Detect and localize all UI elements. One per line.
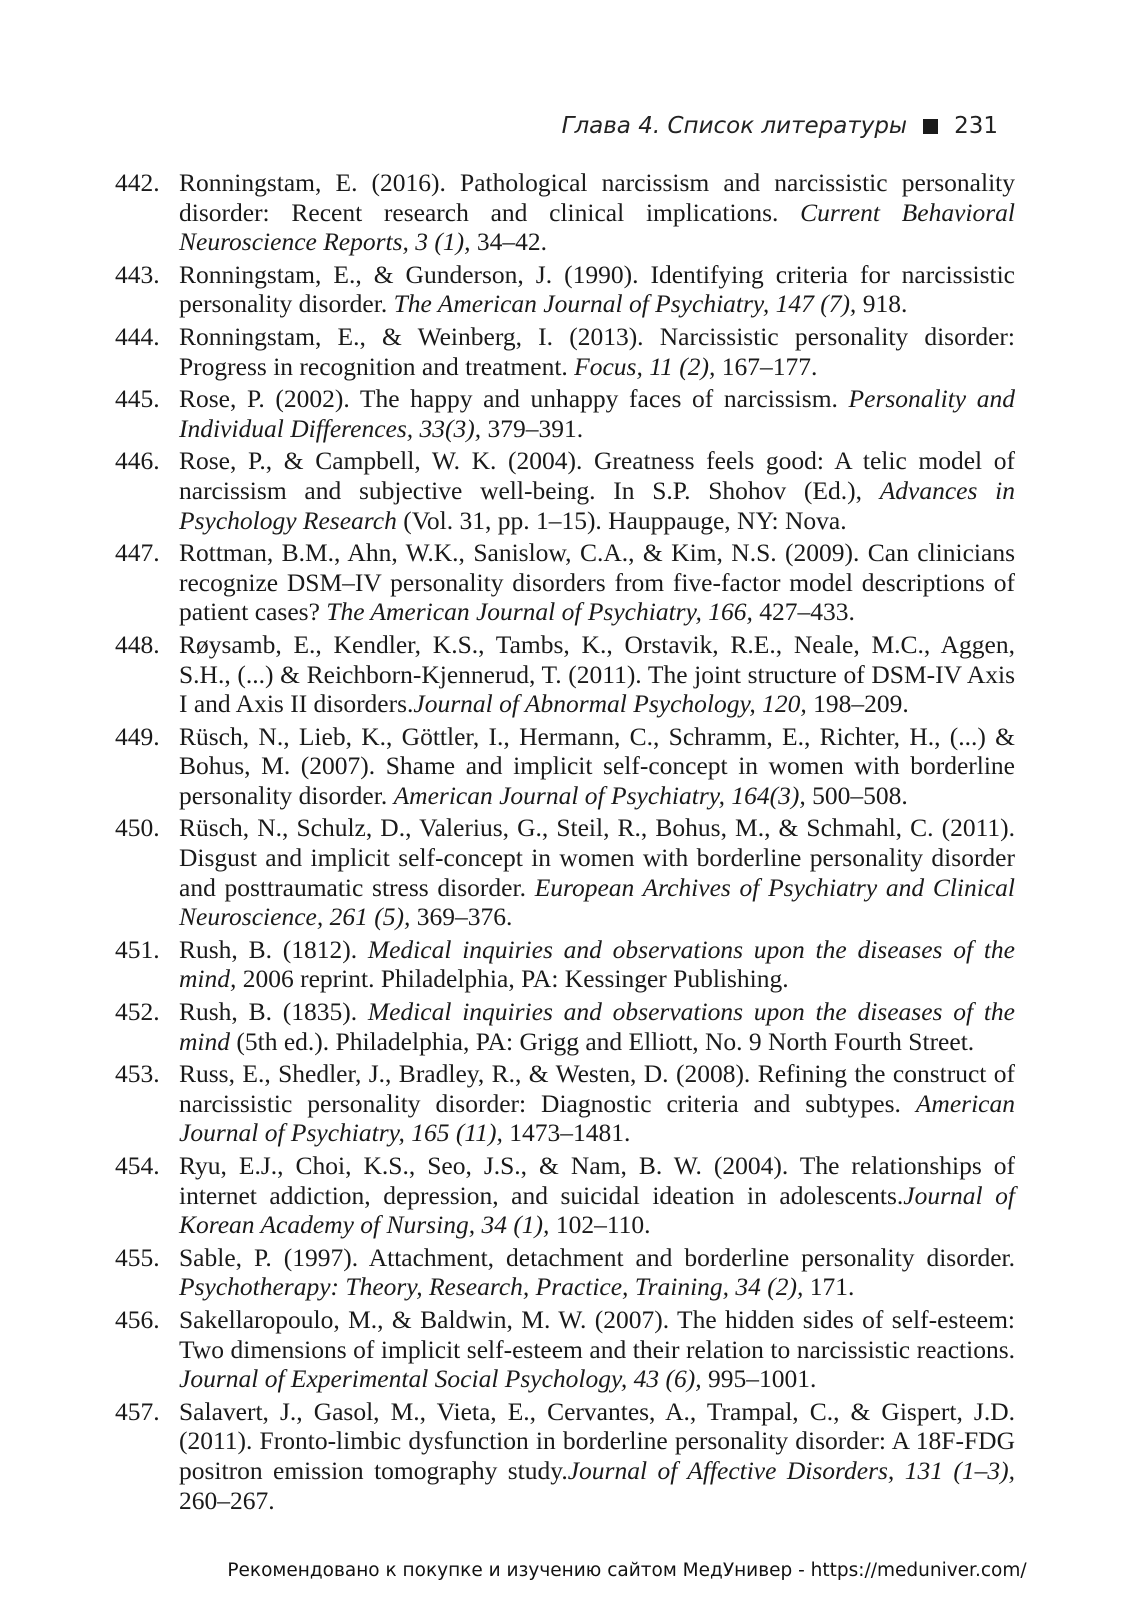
reference-text (179, 1305, 1015, 1394)
reference-text (179, 1397, 1015, 1515)
reference-authors-title: Rüsch, N., Schulz, D., Valerius, G., Steil, R., Bohus, M., & Schmahl, C. (2011). Disgust and implicit self-concept in women with borderline personality disorder and posttraumatic stress disorder. (179, 813, 1015, 902)
reference-authors-title: Salavert, J., Gasol, M., Vieta, E., Cervantes, A., Trampal, C., & Gispert, J.D. (2011). Fronto-limbic dysfunction in borderline personality disorder: A 18F-FDG positron emission tomography study. (179, 1396, 1015, 1485)
reference-authors-title: Rottman, B.M., Ahn, W.K., Sanislow, C.A., & Kim, N.S. (2009). Can clinicians recognize DSM–IV personality disorders from five-factor model descriptions of patient cases? (179, 538, 1015, 627)
reference-number: 451. (115, 934, 160, 964)
reference-authors-title: Rush, B. (1835). (179, 997, 368, 1027)
reference-source: American Journal of Psychiatry, 165 (11), (179, 1088, 1015, 1148)
reference-text (179, 813, 1015, 931)
reference-text (179, 168, 1015, 257)
reference-pages: (Vol. 31, pp. 1–15). Hauppauge, NY: Nova. (396, 505, 847, 535)
reference-authors-title: Russ, E., Shedler, J., Bradley, R., & Westen, D. (2008). Refining the construct of narcissistic personality disorder: Diagnostic criteria and subtypes. (179, 1059, 1015, 1118)
reference-text (179, 446, 1015, 535)
reference-number: 448. (115, 629, 160, 659)
reference-entry (115, 1059, 1015, 1148)
reference-text (179, 997, 1015, 1056)
reference-source: Medical inquiries and observations upon the diseases of the mind (179, 997, 1015, 1056)
running-head (562, 108, 998, 144)
reference-source: Psychotherapy: Theory, Research, Practice, Training, 34 (2), (179, 1272, 804, 1302)
reference-authors-title: Røysamb, E., Kendler, K.S., Tambs, K., Orstavik, R.E., Neale, M.C., Aggen, S.H., (...) & Reichborn-Kjennerud, T. (2011). The joint structure of DSM-IV Axis I and Axis II disorders. (179, 629, 1015, 719)
chapter-title: Глава 4. Список литературы (561, 113, 908, 139)
reference-number: 443. (115, 259, 160, 289)
reference-authors-title: Rüsch, N., Lieb, K., Göttler, I., Hermann, C., Schramm, E., Richter, H., (...) & Bohus, M. (2007). Shame and implicit self-concept in women with borderline personality disorder. (179, 721, 1015, 810)
reference-entry (115, 446, 1015, 535)
reference-authors-title: Ryu, E.J., Choi, K.S., Seo, J.S., & Nam, B. W. (2004). The relationships of internet addiction, depression, and suicidal ideation in adolescents. (179, 1151, 1015, 1210)
page-number: 231 (954, 113, 998, 139)
reference-entry (115, 630, 1015, 719)
reference-text (179, 384, 1015, 443)
reference-source: The American Journal of Psychiatry, 166, (326, 597, 753, 627)
reference-source: Journal of Abnormal Psychology, 120, (413, 689, 807, 719)
reference-authors-title: Ronningstam, E., & Weinberg, I. (2013). Narcissistic personality disorder: Progress in recognition and treatment. (179, 321, 1015, 381)
reference-number: 444. (115, 321, 160, 351)
reference-number: 447. (115, 538, 160, 568)
reference-entry (115, 722, 1015, 811)
reference-entry (115, 813, 1015, 931)
reference-number: 452. (115, 997, 160, 1027)
reference-source: European Archives of Psychiatry and Clinical Neuroscience, 261 (5), (179, 872, 1015, 932)
reference-number: 457. (115, 1396, 160, 1426)
reference-pages: 102–110. (549, 1210, 651, 1240)
reference-number: 446. (115, 446, 160, 476)
reference-pages: 171. (803, 1272, 855, 1302)
reference-entry (115, 935, 1015, 994)
reference-entry (115, 260, 1015, 319)
reference-source: American Journal of Psychiatry, 164(3), (393, 780, 806, 810)
reference-pages: 260–267. (179, 1485, 275, 1515)
reference-entry (115, 322, 1015, 381)
reference-text (179, 322, 1015, 381)
reference-text (179, 1059, 1015, 1148)
reference-entry (115, 384, 1015, 443)
reference-authors-title: Rush, B. (1812). (179, 934, 368, 964)
reference-number: 455. (115, 1242, 160, 1272)
reference-pages: 167–177. (715, 351, 818, 381)
reference-pages: 369–376. (410, 902, 513, 932)
reference-pages: 379–391. (481, 413, 584, 443)
reference-text (179, 538, 1015, 627)
reference-number: 442. (115, 168, 160, 197)
reference-pages: (5th ed.). Philadelphia, PA: Grigg and Elliott, No. 9 North Fourth Street. (230, 1026, 975, 1056)
reference-source: Advances in Psychology Research (179, 475, 1015, 535)
reference-source: Focus, 11 (2), (574, 351, 716, 381)
reference-entry (115, 997, 1015, 1056)
reference-number: 454. (115, 1151, 160, 1180)
reference-pages: 427–433. (752, 597, 855, 627)
reference-pages: 995–1001. (701, 1364, 817, 1394)
reference-source: Journal of Korean Academy of Nursing, 34 (1), (179, 1180, 1015, 1240)
reference-source: Journal of Affective Disorders, 131 (1–3), (567, 1455, 1015, 1485)
reference-entry (115, 1305, 1015, 1394)
reference-text (179, 1151, 1015, 1240)
reference-pages: 918. (856, 289, 908, 319)
reference-entry (115, 168, 1015, 257)
reference-text (179, 722, 1015, 811)
reference-text (179, 935, 1015, 994)
reference-number: 449. (115, 721, 160, 751)
reference-authors-title: Rose, P. (2002). The happy and unhappy faces of narcissism. (179, 384, 849, 414)
reference-source: Personality and Individual Differences, 33(3), (179, 384, 1015, 443)
reference-pages: 500–508. (805, 780, 908, 810)
reference-number: 456. (115, 1304, 160, 1334)
reference-source: Medical inquiries and observations upon the diseases of the mind, (179, 934, 1015, 994)
reference-source: The American Journal of Psychiatry, 147 (7), (393, 289, 857, 319)
reference-text (179, 630, 1015, 719)
reference-pages: 1473–1481. (502, 1118, 631, 1148)
reference-entry (115, 1243, 1015, 1302)
reference-source: Journal of Experimental Social Psychology, 43 (6), (179, 1364, 702, 1394)
reference-authors-title: Ronningstam, E. (2016). Pathological narcissism and narcissistic personality disorder: Recent research and clinical implications. (179, 168, 1015, 227)
reference-authors-title: Rose, P., & Campbell, W. K. (2004). Greatness feels good: A telic model of narcissism and subjective well-being. In S.P. Shohov (Ed.), (179, 446, 1015, 505)
reference-entry (115, 538, 1015, 627)
reference-number: 453. (115, 1059, 160, 1089)
reference-number: 450. (115, 813, 160, 843)
reference-pages: 198–209. (806, 689, 909, 719)
footer-note[interactable]: Рекомендовано к покупке и изучению сайтом МедУнивер - https://meduniver.com/ (227, 1560, 1027, 1581)
reference-number: 445. (115, 384, 160, 414)
reference-source: Current Behavioral Neuroscience Reports, 3 (1), (179, 197, 1015, 257)
reference-text (179, 260, 1015, 319)
reference-text (179, 1243, 1015, 1302)
reference-authors-title: Sable, P. (1997). Attachment, detachment and borderline personality disorder. (179, 1242, 1015, 1272)
reference-entry (115, 1397, 1015, 1515)
square-bullet-icon (923, 119, 938, 134)
reference-entry (115, 1151, 1015, 1240)
reference-pages: 34–42. (470, 227, 548, 257)
reference-list (115, 168, 1015, 1518)
reference-authors-title: Ronningstam, E., & Gunderson, J. (1990). Identifying criteria for narcissistic personality disorder. (179, 259, 1015, 319)
reference-authors-title: Sakellaropoulo, M., & Baldwin, M. W. (2007). The hidden sides of self-esteem: Two dimensions of implicit self-esteem and their relation to narcissistic reactions. (179, 1304, 1015, 1364)
reference-pages: 2006 reprint. Philadelphia, PA: Kessinger Publishing. (236, 964, 789, 994)
